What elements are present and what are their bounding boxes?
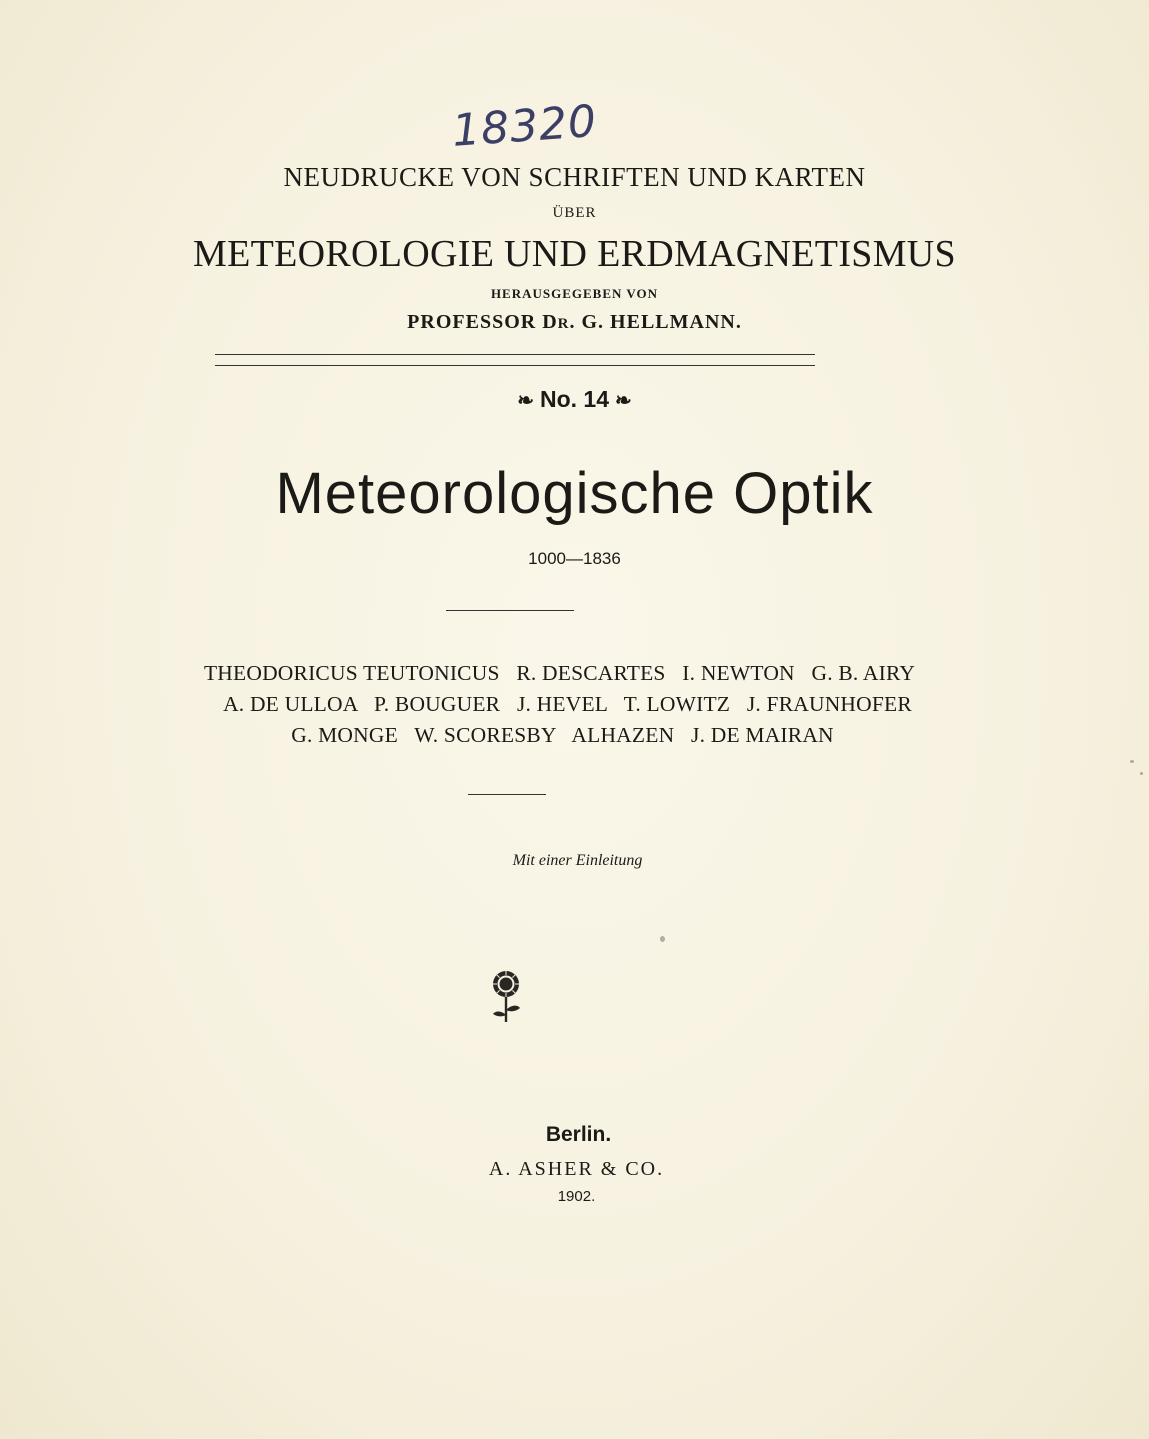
series-title: NEUDRUCKE VON SCHRIFTEN UND KARTEN bbox=[283, 162, 866, 192]
imprint-city: Berlin. bbox=[545, 1123, 612, 1146]
editor-surname: . G. HELLMANN. bbox=[569, 311, 742, 333]
fleuron-icon: ❧ bbox=[615, 390, 632, 412]
double-rule-upper bbox=[215, 354, 815, 355]
imprint-year: 1902. bbox=[557, 1188, 596, 1205]
fleuron-icon: ❧ bbox=[517, 390, 534, 412]
handwritten-accession-number bbox=[450, 95, 622, 157]
editor-prefix: PROFESSOR D bbox=[407, 311, 558, 333]
series-subject: METEOROLOGIE UND ERDMAGNETISMUS bbox=[193, 233, 956, 275]
book-title: Meteorologische Optik bbox=[275, 461, 874, 526]
author-line: THEODORICUS TEUTONICUS R. DESCARTES I. NEWTON G. B. AIRY bbox=[203, 661, 916, 685]
accession-number: 18320 bbox=[450, 95, 599, 157]
series-preposition: ÜBER bbox=[552, 205, 597, 221]
divider-rule bbox=[446, 610, 574, 611]
author-line: G. MONGE W. SCORESBY ALHAZEN J. DE MAIRAN bbox=[291, 723, 834, 747]
editor-prefix-small: R bbox=[557, 316, 570, 332]
imprint-publisher: A. ASHER & CO. bbox=[488, 1158, 665, 1180]
date-range: 1000—1836 bbox=[528, 549, 621, 568]
introduction-note: Mit einer Einleitung bbox=[512, 852, 643, 869]
double-rule-lower bbox=[215, 365, 815, 366]
paper-speck bbox=[1140, 772, 1143, 775]
author-line: A. DE ULLOA P. BOUGUER J. HEVEL T. LOWITZ J. FRAUNHOFER bbox=[223, 692, 912, 716]
edited-by-label: HERAUSGEGEBEN VON bbox=[490, 286, 659, 301]
issue-number bbox=[0, 386, 1149, 413]
paper-speck bbox=[660, 936, 665, 942]
flower-icon bbox=[488, 966, 524, 1024]
author-list bbox=[0, 658, 1149, 751]
paper-speck bbox=[1130, 760, 1134, 763]
issue-label: No. 14 bbox=[539, 386, 610, 412]
divider-rule-short bbox=[468, 794, 546, 795]
editor-name bbox=[0, 311, 1149, 334]
